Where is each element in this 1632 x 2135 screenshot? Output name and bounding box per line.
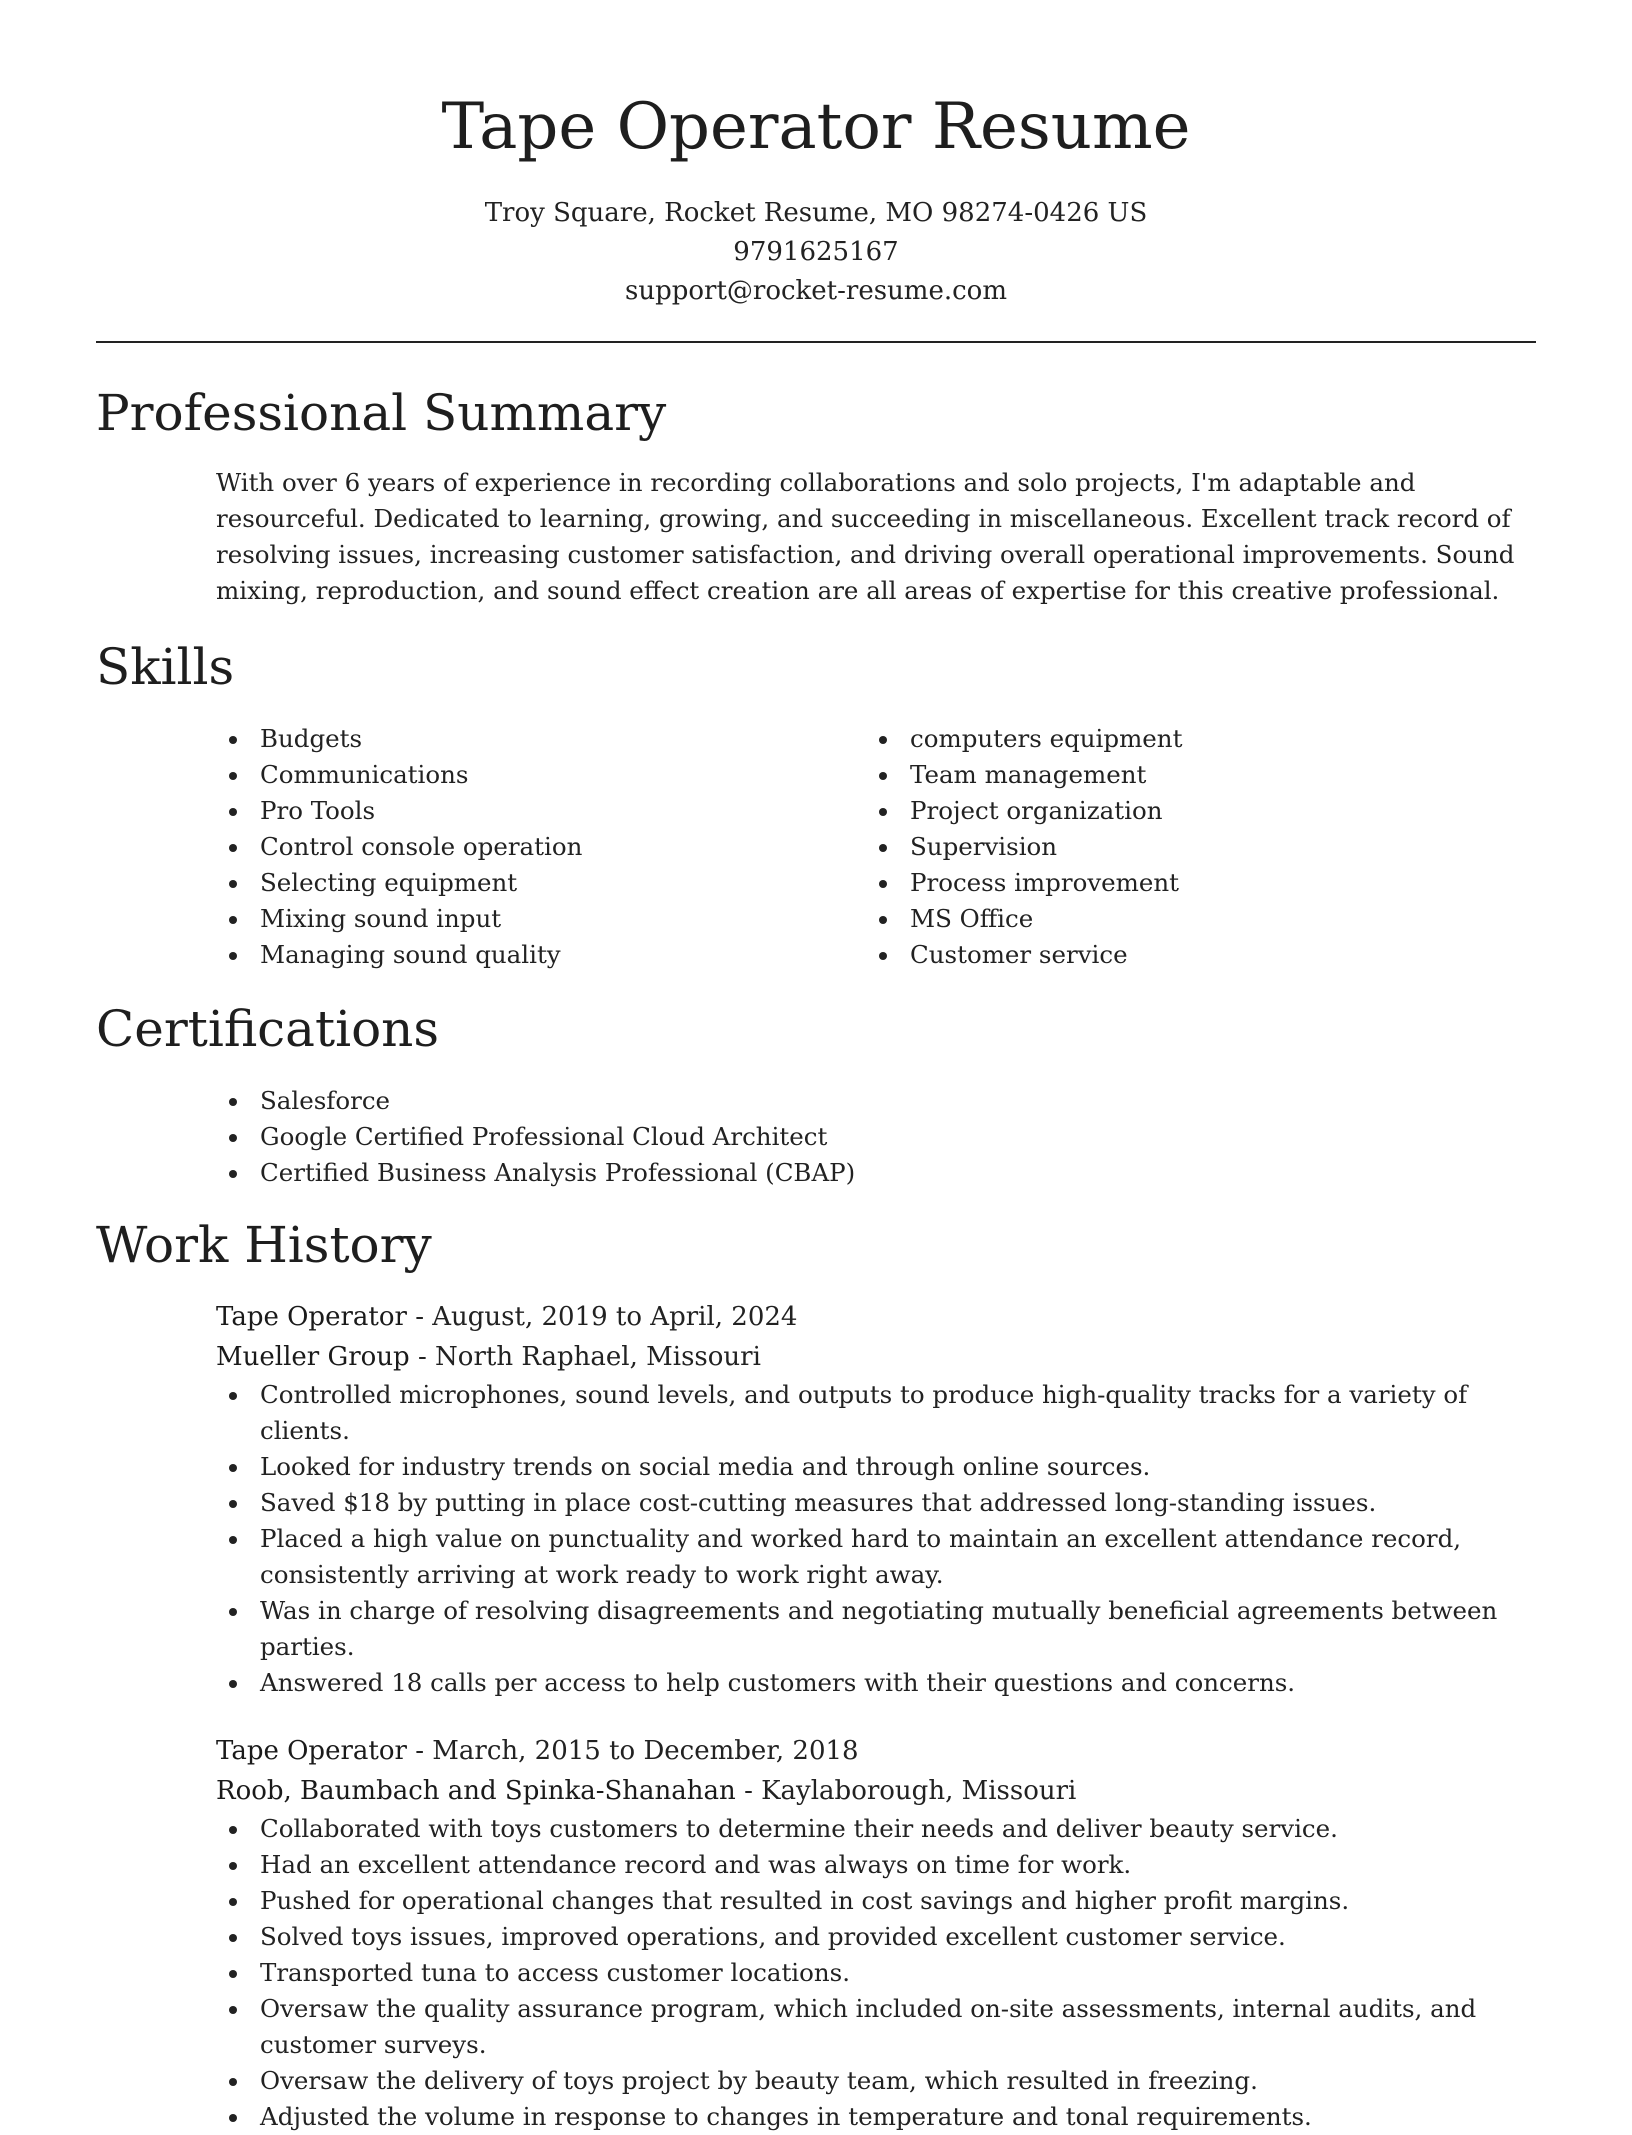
contact-block bbox=[96, 194, 1536, 311]
job-bullet: Collaborated with toys customers to determine their needs and deliver beauty service. bbox=[260, 1811, 1536, 1847]
contact-email: support@rocket-resume.com bbox=[624, 276, 1007, 306]
job-title-line bbox=[216, 1731, 1536, 1771]
job-location: North Raphael, Missouri bbox=[435, 1342, 761, 1372]
job-company-line bbox=[216, 1337, 1536, 1377]
summary-text: With over 6 years of experience in recording collaborations and solo projects, I'm adaptable and resourceful. Dedicated to learning, growing, and succeeding in miscellaneous. Excellent track record of resolving issues, increasing customer satisfaction, and driving overall operational improvements. Sound mixing, reproduction, and sound effect creation are all areas of expertise for this creative professional. bbox=[216, 468, 1515, 605]
skills-columns bbox=[96, 721, 1536, 973]
job-bullet: Looked for industry trends on social media and through online sources. bbox=[260, 1449, 1536, 1485]
job-separator: - bbox=[744, 1776, 762, 1806]
job-title: Tape Operator bbox=[216, 1736, 407, 1766]
job-bullet: Was in charge of resolving disagreements and negotiating mutually beneficial agreements between parties. bbox=[260, 1593, 1536, 1665]
skill-item: Managing sound quality bbox=[260, 937, 746, 973]
skills-list-right bbox=[746, 721, 1610, 973]
skill-item: Pro Tools bbox=[260, 793, 746, 829]
job-bullets bbox=[96, 1811, 1536, 2135]
job-separator: - bbox=[417, 1342, 436, 1372]
job-bullet: Adjusted the volume in response to changes in temperature and tonal requirements. bbox=[260, 2099, 1536, 2135]
job-bullet: Saved $18 by putting in place cost-cutting measures that addressed long-standing issues. bbox=[260, 1485, 1536, 1521]
skill-item: Mixing sound input bbox=[260, 901, 746, 937]
skill-item: Control console operation bbox=[260, 829, 746, 865]
job-bullet: Had an excellent attendance record and was always on time for work. bbox=[260, 1847, 1536, 1883]
certifications-section bbox=[96, 997, 1536, 1191]
job-bullets bbox=[96, 1377, 1536, 1701]
skill-item: Supervision bbox=[910, 829, 1610, 865]
job-dates: August, 2019 to April, 2024 bbox=[432, 1302, 798, 1332]
contact-address: Troy Square, Rocket Resume, MO 98274-0426 US bbox=[484, 198, 1148, 228]
job-company: Roob, Baumbach and Spinka-Shanahan bbox=[216, 1776, 736, 1806]
job-entry bbox=[96, 1297, 1536, 1701]
job-dates: March, 2015 to December, 2018 bbox=[432, 1736, 859, 1766]
job-separator: - bbox=[415, 1736, 433, 1766]
resume-header bbox=[96, 0, 1536, 311]
job-bullet: Pushed for operational changes that resulted in cost savings and higher profit margins. bbox=[260, 1883, 1536, 1919]
certification-item: Salesforce bbox=[260, 1083, 1536, 1119]
header-divider bbox=[96, 341, 1536, 343]
job-bullet: Oversaw the delivery of toys project by beauty team, which resulted in freezing. bbox=[260, 2063, 1536, 2099]
skill-item: Budgets bbox=[260, 721, 746, 757]
summary-section bbox=[96, 381, 1536, 609]
skill-item: Communications bbox=[260, 757, 746, 793]
certification-item: Certified Business Analysis Professional (CBAP) bbox=[260, 1155, 1536, 1191]
job-bullet: Answered 18 calls per access to help customers with their questions and concerns. bbox=[260, 1665, 1536, 1701]
skills-list-left bbox=[96, 721, 746, 973]
job-company-line bbox=[216, 1771, 1536, 1811]
job-bullet: Controlled microphones, sound levels, and outputs to produce high-quality tracks for a variety of clients. bbox=[260, 1377, 1536, 1449]
job-company: Mueller Group bbox=[216, 1342, 410, 1372]
work-history-section bbox=[96, 1213, 1536, 2135]
resume-title: Tape Operator Resume bbox=[441, 90, 1191, 164]
resume-page bbox=[96, 0, 1536, 2135]
job-separator: - bbox=[415, 1302, 433, 1332]
skill-item: Team management bbox=[910, 757, 1610, 793]
job-bullet: Oversaw the quality assurance program, which included on-site assessments, internal audits, and customer surveys. bbox=[260, 1991, 1536, 2063]
summary-heading: Professional Summary bbox=[96, 384, 667, 442]
contact-phone: 9791625167 bbox=[733, 237, 899, 267]
certifications-list bbox=[96, 1083, 1536, 1191]
skill-item: Project organization bbox=[910, 793, 1610, 829]
job-bullet: Placed a high value on punctuality and worked hard to maintain an excellent attendance record, consistently arriving at work ready to work right away. bbox=[260, 1521, 1536, 1593]
skill-item: Customer service bbox=[910, 937, 1610, 973]
work-history-heading: Work History bbox=[96, 1216, 432, 1274]
skill-item: computers equipment bbox=[910, 721, 1610, 757]
job-bullet: Transported tuna to access customer locations. bbox=[260, 1955, 1536, 1991]
job-title-line bbox=[216, 1297, 1536, 1337]
skills-section bbox=[96, 635, 1536, 973]
job-location: Kaylaborough, Missouri bbox=[761, 1776, 1077, 1806]
job-title: Tape Operator bbox=[216, 1302, 407, 1332]
skills-heading: Skills bbox=[96, 638, 235, 696]
skill-item: MS Office bbox=[910, 901, 1610, 937]
certifications-heading: Certifications bbox=[96, 1000, 440, 1058]
skill-item: Selecting equipment bbox=[260, 865, 746, 901]
job-bullet: Solved toys issues, improved operations, and provided excellent customer service. bbox=[260, 1919, 1536, 1955]
certification-item: Google Certified Professional Cloud Architect bbox=[260, 1119, 1536, 1155]
skill-item: Process improvement bbox=[910, 865, 1610, 901]
job-entry bbox=[96, 1731, 1536, 2135]
